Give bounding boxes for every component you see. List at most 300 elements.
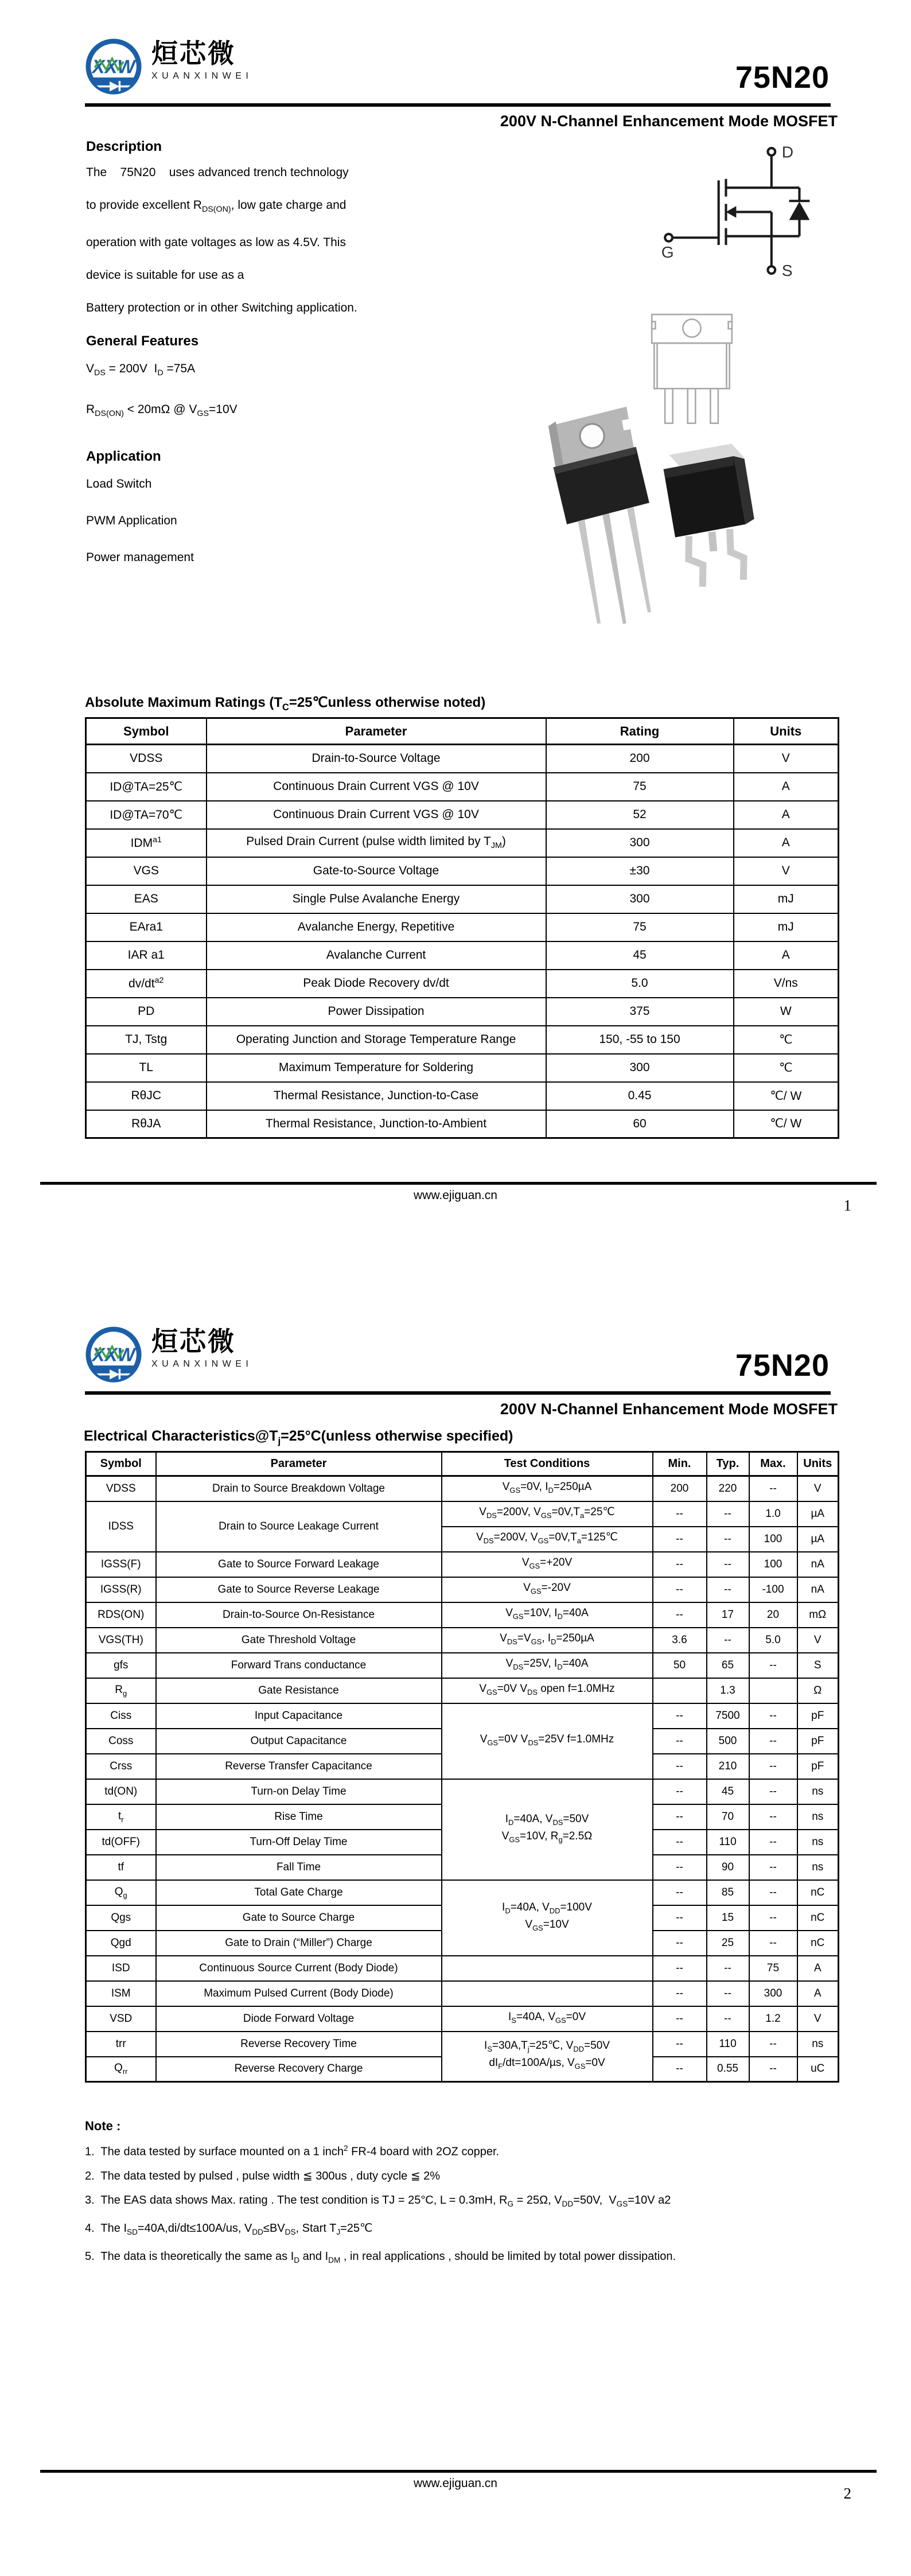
table-row bbox=[86, 913, 839, 941]
column-header: Units bbox=[797, 1452, 839, 1476]
column-header: Test Conditions bbox=[442, 1452, 653, 1476]
table-cell: 20 bbox=[749, 1602, 797, 1628]
table-cell: 500 bbox=[707, 1729, 749, 1754]
column-header: Parameter bbox=[156, 1452, 442, 1476]
table-cell: -- bbox=[749, 1476, 797, 1501]
note-title: Note : bbox=[85, 2119, 121, 2133]
table-cell: -- bbox=[653, 1855, 707, 1880]
table-cell: tf bbox=[86, 1855, 156, 1880]
brand-logo-icon bbox=[84, 37, 143, 96]
note-line: 5. The data is theoretically the same as $I_D$ and $I_{DM}$ , in real applications , should be limited by total power dissipation. bbox=[85, 2250, 676, 2264]
note-line: 3. The EAS data shows Max. rating . The test condition is TJ = 25°C, L = 0.3mH, $R_G = 25\Omega$, $V_{DD}=50V$, $V_{GS}=10V$ a2 bbox=[85, 2193, 671, 2208]
table-cell: $V_{GS}=0V$ $V_{DS}=25V$ f=1.0MHz bbox=[442, 1703, 653, 1779]
table-cell: VGS(TH) bbox=[86, 1628, 156, 1653]
table-cell: Qgs bbox=[86, 1905, 156, 1931]
overview-column bbox=[86, 138, 493, 576]
table-cell: mΩ bbox=[797, 1602, 839, 1628]
table-cell: -- bbox=[707, 2006, 749, 2032]
table-cell: Input Capacitance bbox=[156, 1703, 442, 1729]
table-cell: td(OFF) bbox=[86, 1830, 156, 1855]
application-line: Load Switch bbox=[86, 477, 152, 491]
table-cell: pF bbox=[797, 1703, 839, 1729]
table-cell: $V_{GS}=10V$, $I_D=40A$ bbox=[442, 1602, 653, 1628]
table-cell: Continuous Drain Current VGS @ 10V bbox=[207, 801, 546, 829]
table-cell: uC bbox=[797, 2057, 839, 2082]
table-cell: -- bbox=[653, 1754, 707, 1779]
table-cell: IGSS(R) bbox=[86, 1577, 156, 1602]
table-cell: $V_{GS}=0V$, $I_D=250\mu A$ bbox=[442, 1476, 653, 1501]
table-cell: $R_g$ bbox=[86, 1678, 156, 1703]
abs-max-table bbox=[85, 717, 839, 1139]
table-cell: $Q_{rr}$ bbox=[86, 2057, 156, 2082]
table-cell: -- bbox=[707, 1981, 749, 2006]
table-cell: RθJA bbox=[86, 1110, 207, 1138]
table-cell: 0.45 bbox=[546, 1082, 734, 1110]
table-cell: -- bbox=[749, 1905, 797, 1931]
table-cell: $V_{GS}=0V$ $V_{DS}$ open f=1.0MHz bbox=[442, 1678, 653, 1703]
footer-url: www.ejiguan.cn bbox=[414, 2477, 497, 2490]
column-header: Symbol bbox=[86, 1452, 156, 1476]
table-cell: 75 bbox=[546, 773, 734, 801]
table-row bbox=[86, 773, 839, 801]
brand-logo bbox=[84, 37, 252, 96]
table-cell: ID@TA=25℃ bbox=[86, 773, 207, 801]
table-cell: Gate to Source Charge bbox=[156, 1905, 442, 1931]
brand-name-cn: 烜芯微 bbox=[151, 38, 236, 69]
description-line: operation with gate voltages as low as 4.5V. This bbox=[86, 236, 346, 250]
table-row bbox=[86, 1981, 839, 2006]
table-cell: ℃ bbox=[734, 1054, 839, 1082]
table-cell: Gate Resistance bbox=[156, 1678, 442, 1703]
table-cell: -- bbox=[653, 1830, 707, 1855]
table-row bbox=[86, 1628, 839, 1653]
table-cell: Reverse Recovery Charge bbox=[156, 2057, 442, 2082]
table-cell: Gate Threshold Voltage bbox=[156, 1628, 442, 1653]
description-line: to provide excellent $R_{DS(ON)}$, low gate charge and bbox=[86, 199, 347, 215]
description-line: Battery protection or in other Switching application. bbox=[86, 301, 357, 315]
column-header: Rating bbox=[546, 718, 734, 745]
column-header: Max. bbox=[749, 1452, 797, 1476]
brand-logo bbox=[84, 1325, 252, 1384]
feature-line: $R_{DS(ON)} < 20m\Omega$ @ $V_{GS}=10V$ bbox=[86, 403, 238, 419]
table-cell: Peak Diode Recovery dv/dt bbox=[207, 970, 546, 998]
table-row bbox=[86, 1054, 839, 1082]
table-row bbox=[86, 2032, 839, 2057]
table-cell: 50 bbox=[653, 1653, 707, 1678]
table-cell: Drain-to-Source Voltage bbox=[207, 745, 546, 773]
table-cell: 300 bbox=[546, 829, 734, 857]
table-cell: 200 bbox=[546, 745, 734, 773]
table-cell: gfs bbox=[86, 1653, 156, 1678]
table-row bbox=[86, 857, 839, 885]
application-line: Power management bbox=[86, 550, 194, 564]
table-cell: TJ, Tstg bbox=[86, 1026, 207, 1054]
table-cell: Total Gate Charge bbox=[156, 1880, 442, 1905]
table-row bbox=[86, 2006, 839, 2032]
table-cell: A bbox=[797, 1981, 839, 2006]
table-cell: Fall Time bbox=[156, 1855, 442, 1880]
doc-subtitle: 200V N-Channel Enhancement Mode MOSFET bbox=[500, 1400, 838, 1418]
table-cell: 25 bbox=[707, 1931, 749, 1956]
table-row bbox=[86, 1956, 839, 1981]
doc-subtitle: 200V N-Channel Enhancement Mode MOSFET bbox=[500, 112, 838, 130]
table-cell: IGSS(F) bbox=[86, 1552, 156, 1577]
table-cell: 85 bbox=[707, 1880, 749, 1905]
table-cell: ℃/ W bbox=[734, 1082, 839, 1110]
table-cell: Pulsed Drain Current (pulse width limited by $T_{JM}$) bbox=[207, 829, 546, 857]
table-cell: $I_S=30A,T_j=25℃$, $V_{DD}=50V$ $dI_F/dt=100A/\mu s$, $V_{GS}=0V$ bbox=[442, 2032, 653, 2082]
table-cell: 1.2 bbox=[749, 2006, 797, 2032]
table-cell: Gate to Source Reverse Leakage bbox=[156, 1577, 442, 1602]
table-cell: 60 bbox=[546, 1110, 734, 1138]
notes-section bbox=[85, 2119, 848, 2277]
table-cell: -- bbox=[707, 1501, 749, 1527]
table-cell: PD bbox=[86, 998, 207, 1026]
table-cell: V/ns bbox=[734, 970, 839, 998]
table-cell: mJ bbox=[734, 913, 839, 941]
table-cell: -- bbox=[653, 1880, 707, 1905]
table-cell: Continuous Drain Current VGS @ 10V bbox=[207, 773, 546, 801]
mosfet-symbol-icon bbox=[654, 130, 838, 297]
table-cell: 70 bbox=[707, 1804, 749, 1830]
table-cell: V bbox=[797, 1476, 839, 1501]
table-cell: 210 bbox=[707, 1754, 749, 1779]
table-cell bbox=[749, 1678, 797, 1703]
table-cell: nC bbox=[797, 1880, 839, 1905]
table-header-row bbox=[86, 1452, 839, 1476]
table-cell: 200 bbox=[653, 1476, 707, 1501]
table-cell: nA bbox=[797, 1552, 839, 1577]
table-cell: Continuous Source Current (Body Diode) bbox=[156, 1956, 442, 1981]
table-cell: VGS bbox=[86, 857, 207, 885]
page-number: 2 bbox=[843, 2485, 851, 2502]
table-cell: ℃/ W bbox=[734, 1110, 839, 1138]
table-cell: td(ON) bbox=[86, 1779, 156, 1804]
svg-text:XXW: XXW bbox=[92, 1344, 135, 1365]
header-rule bbox=[85, 103, 831, 107]
table-cell: mJ bbox=[734, 885, 839, 913]
table-cell: -- bbox=[707, 1628, 749, 1653]
column-header: Symbol bbox=[86, 718, 207, 745]
table-cell: -- bbox=[749, 1653, 797, 1678]
table-row bbox=[86, 1678, 839, 1703]
application-line: PWM Application bbox=[86, 513, 177, 527]
table-cell: $V_{DS}=200V$, $V_{GS}=0V,T_a=25℃$ bbox=[442, 1501, 653, 1527]
table-cell: ISM bbox=[86, 1981, 156, 2006]
table-cell: Qgd bbox=[86, 1931, 156, 1956]
table-cell: µA bbox=[797, 1527, 839, 1552]
table-cell: Single Pulse Avalanche Energy bbox=[207, 885, 546, 913]
table-cell: 17 bbox=[707, 1602, 749, 1628]
table-cell: $V_{DS}=25V$, $I_D=40A$ bbox=[442, 1653, 653, 1678]
table-cell: TL bbox=[86, 1054, 207, 1082]
table-cell: ISD bbox=[86, 1956, 156, 1981]
table-cell: Thermal Resistance, Junction-to-Case bbox=[207, 1082, 546, 1110]
table-cell: Turn-Off Delay Time bbox=[156, 1830, 442, 1855]
table-cell: -- bbox=[749, 1703, 797, 1729]
elec-table bbox=[85, 1451, 839, 2083]
table-cell: Ω bbox=[797, 1678, 839, 1703]
table-cell: ℃ bbox=[734, 1026, 839, 1054]
table-cell: A bbox=[734, 829, 839, 857]
table-cell: $t_r$ bbox=[86, 1804, 156, 1830]
table-cell: Avalanche Current bbox=[207, 941, 546, 970]
table-cell: -- bbox=[749, 1779, 797, 1804]
table-row bbox=[86, 801, 839, 829]
column-header: Units bbox=[734, 718, 839, 745]
table-cell: Maximum Temperature for Soldering bbox=[207, 1054, 546, 1082]
table-cell: -100 bbox=[749, 1577, 797, 1602]
brand-text bbox=[151, 37, 252, 81]
table-cell: Coss bbox=[86, 1729, 156, 1754]
table-cell: -- bbox=[749, 1880, 797, 1905]
table-row bbox=[86, 1653, 839, 1678]
table-cell: -- bbox=[707, 1552, 749, 1577]
table-cell: 3.6 bbox=[653, 1628, 707, 1653]
table-cell: nC bbox=[797, 1931, 839, 1956]
table-cell: W bbox=[734, 998, 839, 1026]
table-row bbox=[86, 1703, 839, 1729]
table-cell: -- bbox=[707, 1527, 749, 1552]
table-cell: V bbox=[797, 1628, 839, 1653]
note-line: 2. The data tested by pulsed , pulse width ≦ 300us , duty cycle ≦ 2% bbox=[85, 2169, 441, 2182]
table-cell: $IDM^{a1}$ bbox=[86, 829, 207, 857]
part-number: 75N20 bbox=[735, 60, 830, 95]
description-title: Description bbox=[86, 139, 162, 154]
abs-max-header bbox=[86, 718, 839, 745]
table-cell: $V_{GS}=+20V$ bbox=[442, 1552, 653, 1577]
table-cell: IAR a1 bbox=[86, 941, 207, 970]
table-cell: -- bbox=[653, 1527, 707, 1552]
table-cell: -- bbox=[749, 1830, 797, 1855]
table-cell: 100 bbox=[749, 1552, 797, 1577]
brand-text bbox=[151, 1325, 252, 1369]
table-cell: VSD bbox=[86, 2006, 156, 2032]
table-cell: ns bbox=[797, 1830, 839, 1855]
table-cell: -- bbox=[653, 1577, 707, 1602]
table-cell: 110 bbox=[707, 2032, 749, 2057]
table-cell: Drain-to-Source On-Resistance bbox=[156, 1602, 442, 1628]
table-cell: -- bbox=[653, 1703, 707, 1729]
table-cell: nA bbox=[797, 1577, 839, 1602]
table-cell: 1.3 bbox=[707, 1678, 749, 1703]
features-title: General Features bbox=[86, 333, 199, 349]
table-cell: µA bbox=[797, 1501, 839, 1527]
table-row bbox=[86, 885, 839, 913]
table-cell: ns bbox=[797, 1855, 839, 1880]
table-cell: Thermal Resistance, Junction-to-Ambient bbox=[207, 1110, 546, 1138]
table-cell: 45 bbox=[546, 941, 734, 970]
table-cell: 375 bbox=[546, 998, 734, 1026]
table-row bbox=[86, 1880, 839, 1905]
brand-name-en: XUANXINWEI bbox=[151, 1359, 253, 1369]
table-cell: -- bbox=[653, 1602, 707, 1628]
table-row bbox=[86, 745, 839, 773]
footer-rule bbox=[40, 2470, 877, 2473]
table-cell: -- bbox=[653, 1729, 707, 1754]
table-cell: -- bbox=[653, 1779, 707, 1804]
table-cell: IDSS bbox=[86, 1501, 156, 1552]
note-line: 1. The data tested by surface mounted on a 1 inch$^2$ FR-4 board with 2OZ copper. bbox=[85, 2144, 500, 2158]
table-cell: 7500 bbox=[707, 1703, 749, 1729]
elec-header bbox=[86, 1452, 839, 1476]
table-cell: Drain to Source Breakdown Voltage bbox=[156, 1476, 442, 1501]
table-cell: RDS(ON) bbox=[86, 1602, 156, 1628]
table-cell: Maximum Pulsed Current (Body Diode) bbox=[156, 1981, 442, 2006]
table-cell: $I_S=40A$, $V_{GS}=0V$ bbox=[442, 2006, 653, 2032]
table-cell: V bbox=[797, 2006, 839, 2032]
column-header: Min. bbox=[653, 1452, 707, 1476]
elec-title: Electrical $Characteristics@T_j=25^\circ C(unless$ otherwise specified) bbox=[84, 1428, 513, 1446]
table-cell: 75 bbox=[546, 913, 734, 941]
table-cell: ns bbox=[797, 1804, 839, 1830]
table-cell: 45 bbox=[707, 1779, 749, 1804]
column-header: Parameter bbox=[207, 718, 546, 745]
table-cell: -- bbox=[707, 1577, 749, 1602]
table-cell: Power Dissipation bbox=[207, 998, 546, 1026]
table-cell: Gate to Drain (“Miller”) Charge bbox=[156, 1931, 442, 1956]
table-cell: Forward Trans conductance bbox=[156, 1653, 442, 1678]
table-cell: Ciss bbox=[86, 1703, 156, 1729]
terminal-label-d: D bbox=[781, 143, 794, 161]
table-cell: Reverse Recovery Time bbox=[156, 2032, 442, 2057]
table-row bbox=[86, 1026, 839, 1054]
table-cell: 300 bbox=[749, 1981, 797, 2006]
brand-name-cn: 烜芯微 bbox=[151, 1326, 236, 1357]
table-row bbox=[86, 1602, 839, 1628]
brand-logo-icon bbox=[84, 1325, 143, 1384]
table-cell: -- bbox=[749, 1729, 797, 1754]
description-line: device is suitable for use as a bbox=[86, 269, 244, 282]
table-cell: S bbox=[797, 1653, 839, 1678]
table-cell: 75 bbox=[749, 1956, 797, 1981]
table-cell: A bbox=[734, 773, 839, 801]
table-row bbox=[86, 1577, 839, 1602]
table-cell: 300 bbox=[546, 1054, 734, 1082]
table-cell bbox=[653, 1678, 707, 1703]
table-cell: trr bbox=[86, 2032, 156, 2057]
table-cell: ns bbox=[797, 2032, 839, 2057]
package-photo-to263 bbox=[652, 436, 758, 608]
table-cell: -- bbox=[749, 2032, 797, 2057]
table-cell: -- bbox=[749, 1855, 797, 1880]
table-cell: -- bbox=[749, 1804, 797, 1830]
table-cell: pF bbox=[797, 1754, 839, 1779]
table-cell bbox=[442, 1981, 653, 2006]
table-cell: -- bbox=[653, 1552, 707, 1577]
description-line: The 75N20 uses advanced trench technology bbox=[86, 166, 349, 179]
table-row bbox=[86, 1501, 839, 1527]
table-cell: ID@TA=70℃ bbox=[86, 801, 207, 829]
table-cell: A bbox=[797, 1956, 839, 1981]
elec-body bbox=[86, 1476, 839, 2082]
table-cell: EAS bbox=[86, 885, 207, 913]
table-cell: -- bbox=[749, 1754, 797, 1779]
table-cell: -- bbox=[653, 1501, 707, 1527]
terminal-label-s: S bbox=[781, 261, 793, 279]
table-cell: 150, -55 to 150 bbox=[546, 1026, 734, 1054]
table-cell: Crss bbox=[86, 1754, 156, 1779]
table-row bbox=[86, 829, 839, 857]
table-cell: VDSS bbox=[86, 745, 207, 773]
table-row bbox=[86, 1779, 839, 1804]
table-cell: -- bbox=[653, 2006, 707, 2032]
table-cell: -- bbox=[653, 2057, 707, 2082]
table-row bbox=[86, 1110, 839, 1138]
table-cell: RθJC bbox=[86, 1082, 207, 1110]
table-cell: 15 bbox=[707, 1905, 749, 1931]
table-cell: -- bbox=[653, 1905, 707, 1931]
table-cell: 110 bbox=[707, 1830, 749, 1855]
table-cell: EAra1 bbox=[86, 913, 207, 941]
table-cell: 100 bbox=[749, 1527, 797, 1552]
table-cell: pF bbox=[797, 1729, 839, 1754]
column-header: Typ. bbox=[707, 1452, 749, 1476]
table-cell: ns bbox=[797, 1779, 839, 1804]
table-cell: 0.55 bbox=[707, 2057, 749, 2082]
table-cell: -- bbox=[707, 1956, 749, 1981]
table-cell: 5.0 bbox=[749, 1628, 797, 1653]
table-cell: 90 bbox=[707, 1855, 749, 1880]
table-cell: Rise Time bbox=[156, 1804, 442, 1830]
part-number: 75N20 bbox=[735, 1348, 830, 1383]
table-cell: Avalanche Energy, Repetitive bbox=[207, 913, 546, 941]
table-cell: -- bbox=[653, 1931, 707, 1956]
table-cell: Gate to Source Forward Leakage bbox=[156, 1552, 442, 1577]
page-2 bbox=[0, 1288, 911, 2576]
table-cell: -- bbox=[749, 1931, 797, 1956]
table-cell: $I_D=40A$, $V_{DS}=50V$ $V_{GS}=10V$, $R_g=2.5\Omega$ bbox=[442, 1779, 653, 1880]
table-cell: $V_{GS}=-20V$ bbox=[442, 1577, 653, 1602]
table-cell: 52 bbox=[546, 801, 734, 829]
brand-name-en: XUANXINWEI bbox=[151, 71, 253, 81]
table-cell: Gate-to-Source Voltage bbox=[207, 857, 546, 885]
table-cell: 1.0 bbox=[749, 1501, 797, 1527]
feature-line: $V_{DS} = 200V$ $I_D =75A$ bbox=[86, 362, 196, 378]
table-cell: ±30 bbox=[546, 857, 734, 885]
table-cell: A bbox=[734, 801, 839, 829]
abs-max-title: Absolute Maximum Ratings ($T_C=25℃unless$ otherwise noted) bbox=[85, 695, 486, 713]
table-cell: $V_{DS}=200V$, $V_{GS}=0V,T_a=125℃$ bbox=[442, 1527, 653, 1552]
table-cell: $Q_g$ bbox=[86, 1880, 156, 1905]
table-cell: $dv/dt^{a2}$ bbox=[86, 970, 207, 998]
table-cell: V bbox=[734, 857, 839, 885]
table-cell: -- bbox=[749, 2057, 797, 2082]
package-photo-to220 bbox=[543, 402, 663, 637]
note-line: 4. The $I_{SD}=40A,di/dt\le 100A/us$, $V_{DD}\le BV_{DS}$, Start $T_J=25℃$ bbox=[85, 2221, 373, 2236]
table-header-row bbox=[86, 718, 839, 745]
table-cell: $V_{DS}=V_{GS}$, $I_D=250\mu A$ bbox=[442, 1628, 653, 1653]
page-number: 1 bbox=[843, 1197, 851, 1214]
table-cell: -- bbox=[653, 2032, 707, 2057]
terminal-label-g: G bbox=[661, 243, 674, 261]
table-row bbox=[86, 941, 839, 970]
table-cell: VDSS bbox=[86, 1476, 156, 1501]
footer-rule bbox=[40, 1182, 877, 1185]
table-cell: 220 bbox=[707, 1476, 749, 1501]
table-cell: -- bbox=[653, 1956, 707, 1981]
application-title: Application bbox=[86, 448, 161, 464]
footer-url: www.ejiguan.cn bbox=[414, 1189, 497, 1202]
abs-max-body bbox=[86, 745, 839, 1138]
table-cell: Operating Junction and Storage Temperature Range bbox=[207, 1026, 546, 1054]
table-row bbox=[86, 1476, 839, 1501]
table-cell bbox=[442, 1956, 653, 1981]
table-row bbox=[86, 1552, 839, 1577]
table-cell: 5.0 bbox=[546, 970, 734, 998]
table-cell: 65 bbox=[707, 1653, 749, 1678]
table-cell: -- bbox=[653, 1981, 707, 2006]
